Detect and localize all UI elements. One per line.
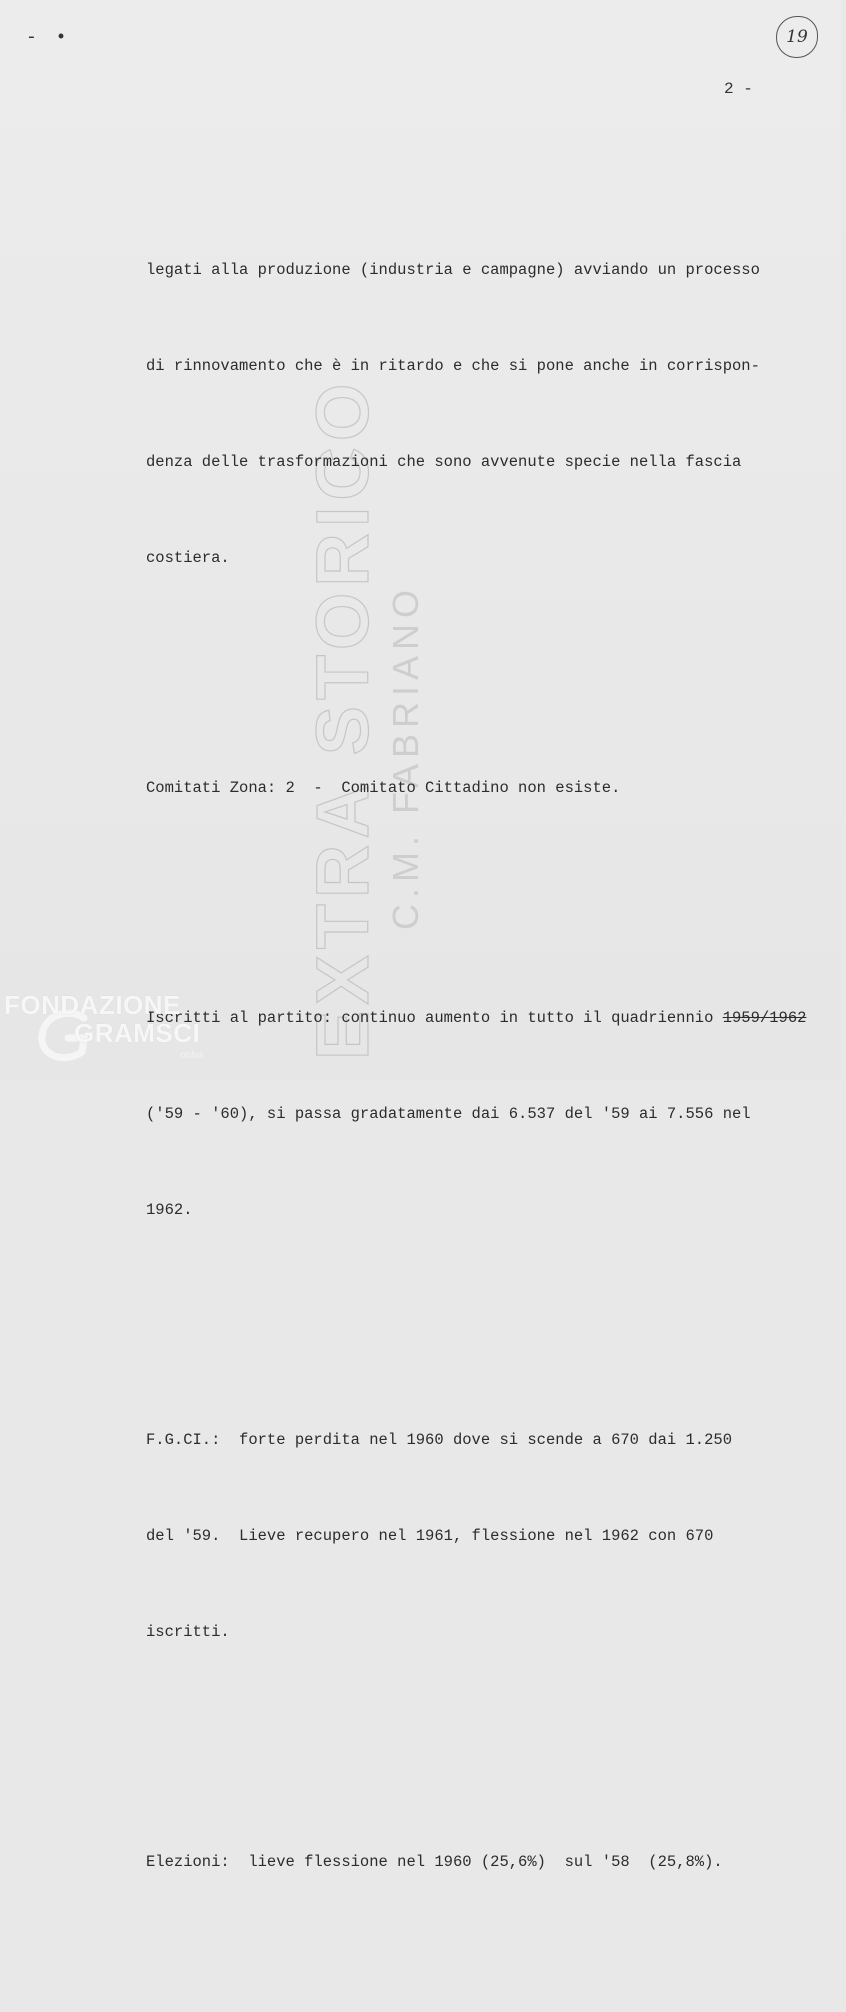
text-line: di rinnovamento che è in ritardo e che si pone anche in corrispon- [146, 357, 760, 375]
watermark-archive: EXTRA STORICO [301, 377, 384, 1060]
logo-text-fondazione: FONDAZIONE [4, 990, 181, 1020]
watermark-sub: C.M. FABRIANO [385, 583, 426, 930]
paragraph-iscritti [146, 938, 846, 1290]
text-fragment: Iscritti al partito: continuo aumento in tutto il quadriennio [146, 1009, 723, 1027]
folio-number: 19 [786, 27, 808, 47]
text-line: 1962. [146, 1201, 193, 1219]
page-number: 2 - [724, 80, 753, 98]
text-line: Comitati Zona: 2 - Comitato Cittadino non esiste. [146, 779, 621, 797]
text-line: del '59. Lieve recupero nel 1961, flessione nel 1962 con 670 [146, 1527, 714, 1545]
logo-text-onlus: onlus [180, 1050, 204, 1061]
text-line: iscritti. [146, 1623, 230, 1641]
text-line [146, 1002, 846, 1034]
corner-marks: - • [26, 28, 71, 48]
text-line: denza delle trasformazioni che sono avvenute specie nella fascia [146, 453, 742, 471]
fondazione-gramsci-logo [4, 986, 214, 1076]
logo-text-gramsci: GRAMSCI [74, 1018, 201, 1048]
text-line: costiera. [146, 549, 230, 567]
folio-stamp [776, 16, 818, 58]
paragraph-fgci [146, 1360, 846, 1712]
typed-text-body [146, 126, 846, 2012]
struck-text: 1959/1962 [722, 1009, 807, 1027]
text-line: F.G.CI.: forte perdita nel 1960 dove si scende a 670 dai 1.250 [146, 1431, 732, 1449]
text-line: Elezioni: lieve flessione nel 1960 (25,6%) sul '58 (25,8%). [146, 1853, 723, 1871]
text-line: ('59 - '60), si passa gradatamente dai 6.537 del '59 ai 7.556 nel [146, 1105, 751, 1123]
paragraph-production [146, 190, 846, 638]
paragraph-elezioni [146, 1782, 846, 1942]
text-line: legati alla produzione (industria e campagne) avviando un processo [146, 261, 760, 279]
paragraph-comitati [146, 708, 846, 868]
